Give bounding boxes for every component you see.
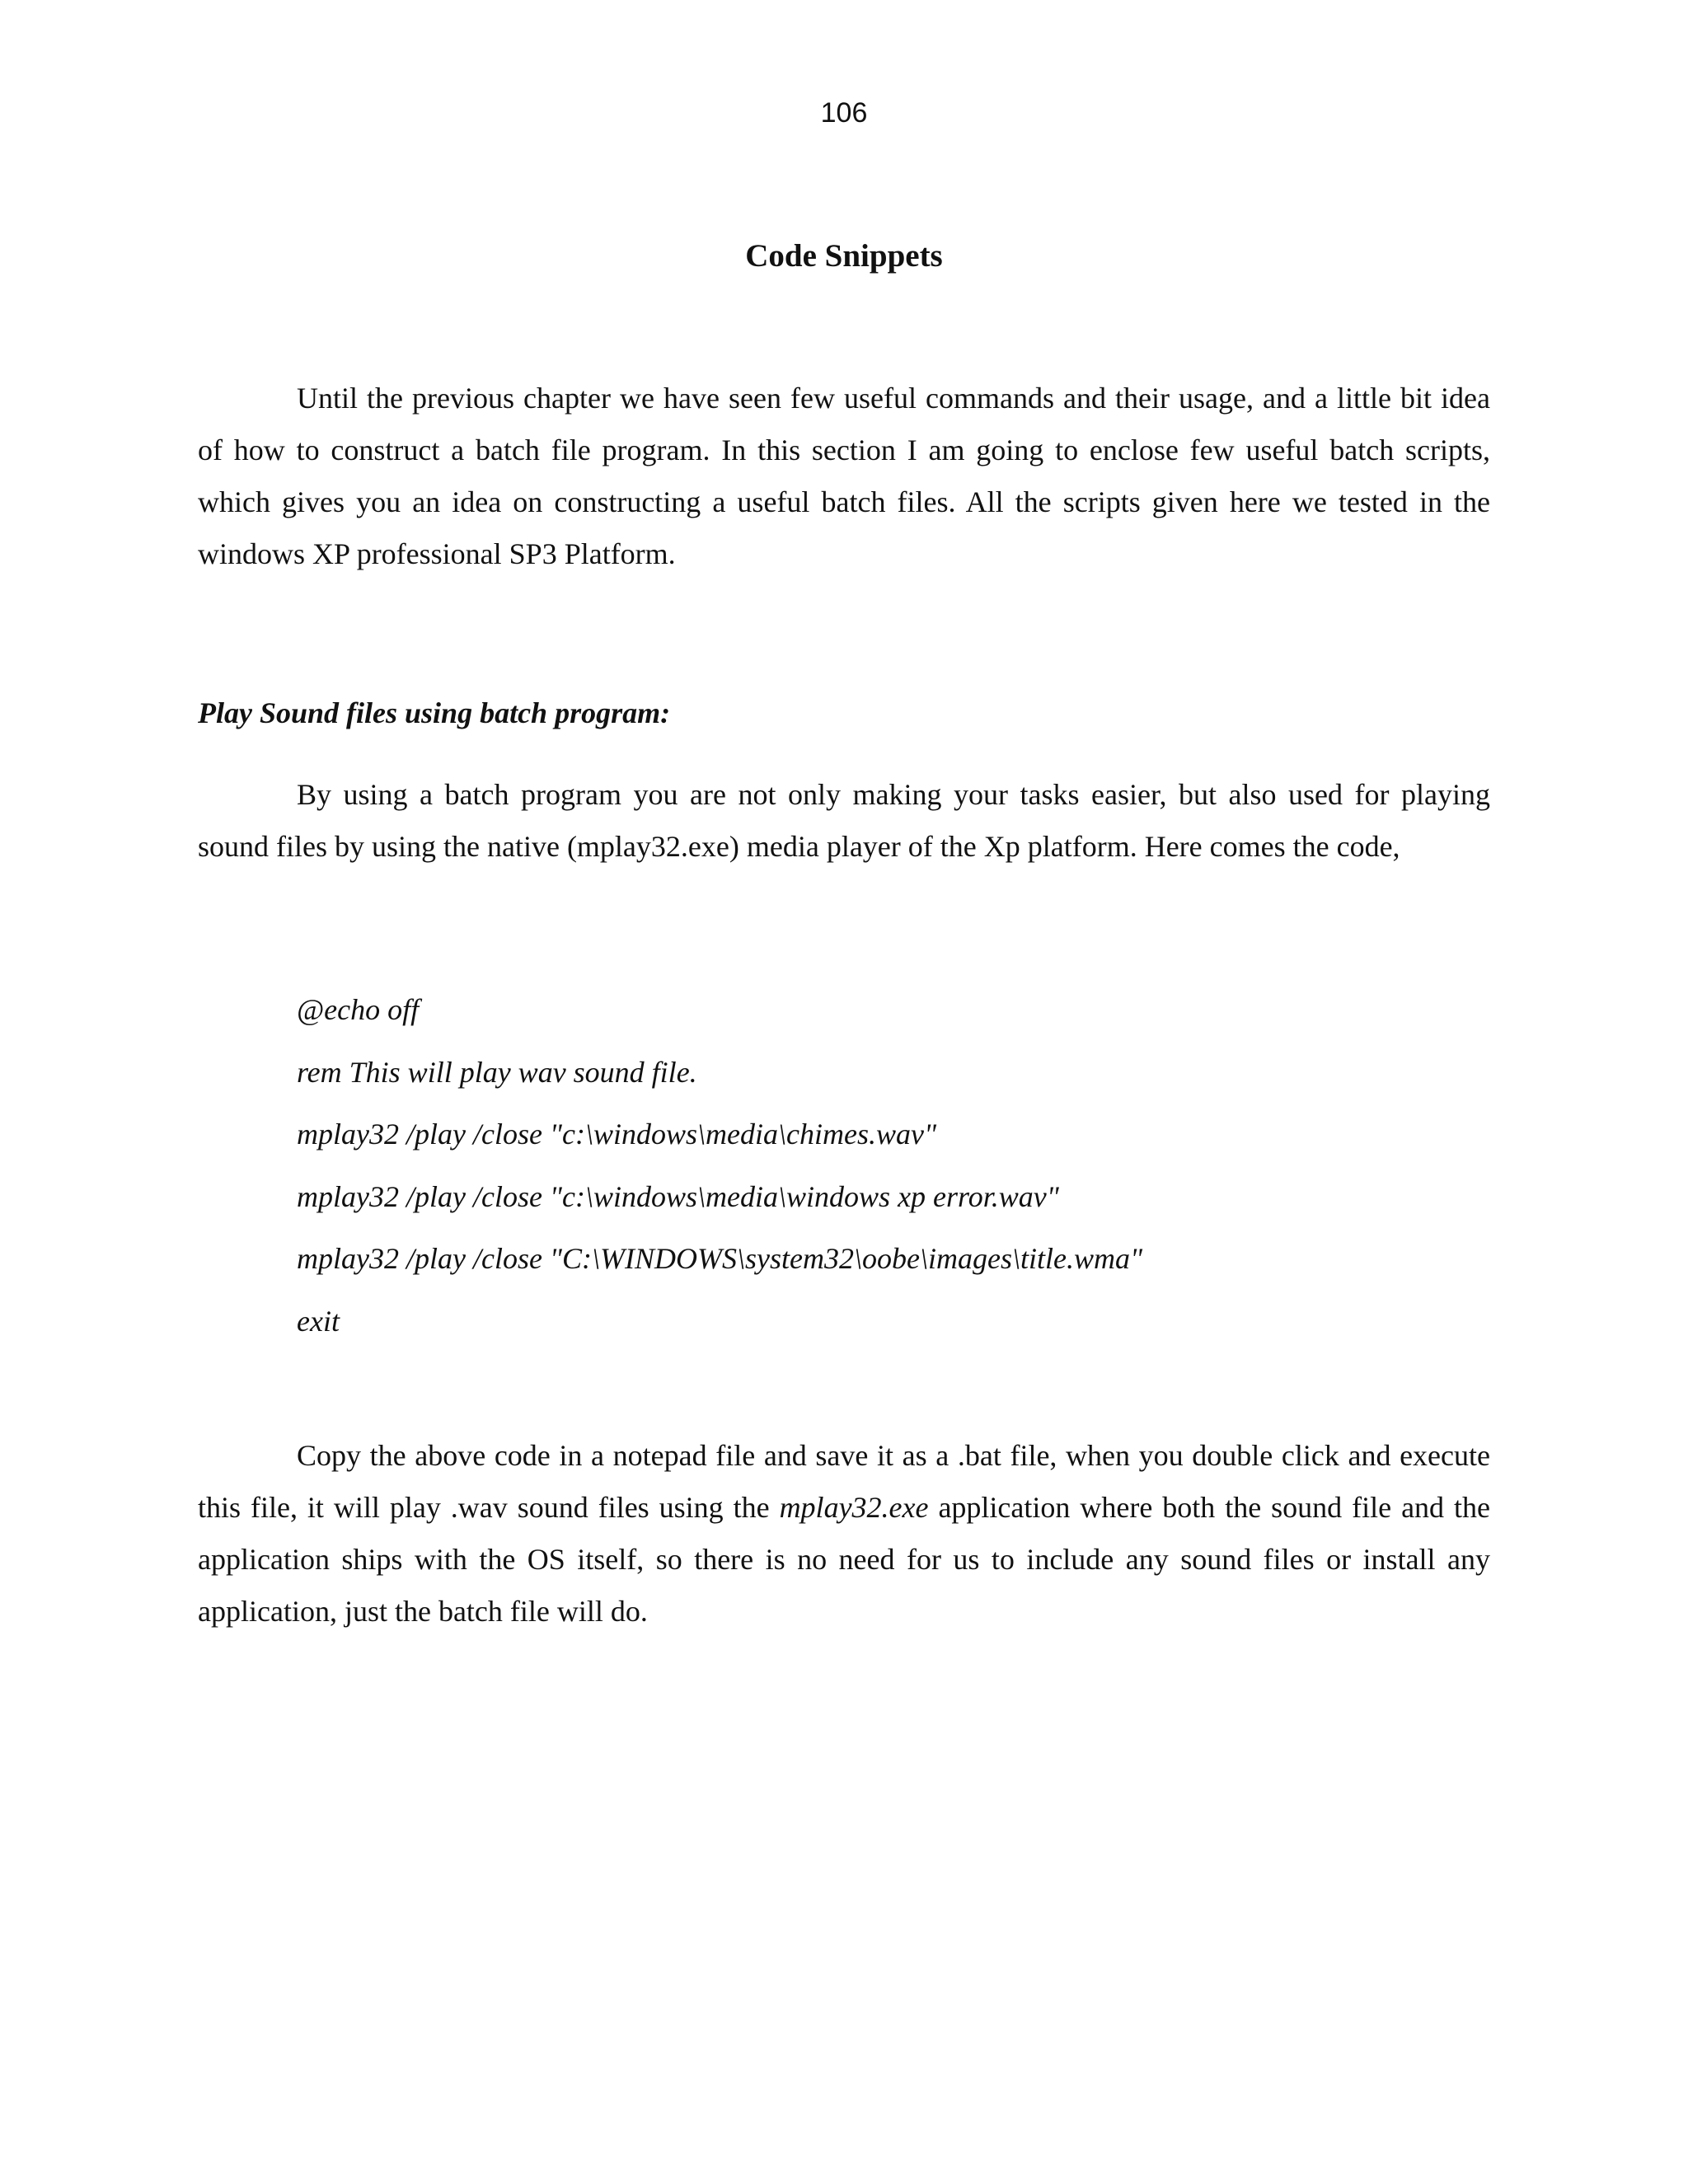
- page-title: Code Snippets: [745, 238, 943, 274]
- section-description-paragraph: By using a batch program you are not only making your tasks easier, but also used for playing sound files by using the native (mplay32.exe) media player of the Xp platform. Here comes the code,: [198, 778, 1490, 863]
- intro-paragraph: Until the previous chapter we have seen few useful commands and their usage, and a little bit idea of how to construct a batch file program. In this section I am going to enclose few useful batch scripts, which gives you an idea on constructing a useful batch files. All the scripts given here we tested in the windows XP professional SP3 Platform.: [198, 382, 1490, 570]
- page-number: 106: [820, 97, 868, 129]
- closing-text-end: application where both the sound file and the application ships with the OS itself, so there is no need for us to include any sound files or install any application, just the batch file will do.: [198, 1491, 1490, 1628]
- section-heading: Play Sound files using batch program:: [198, 696, 671, 729]
- code-line: exit: [297, 1304, 340, 1338]
- closing-paragraph: [198, 1430, 1490, 1638]
- code-line: mplay32 /play /close "c:\windows\media\windows xp error.wav": [297, 1179, 1059, 1213]
- code-line: mplay32 /play /close "c:\windows\media\chimes.wav": [297, 1118, 937, 1151]
- executable-name: mplay32.exe: [779, 1491, 929, 1524]
- code-block: [297, 979, 1451, 1352]
- closing-text-start: Copy the above code in a notepad file and save it as a .bat file, when you double click and execute this file, it will play .wav sound files using the: [198, 1439, 1490, 1524]
- code-line: mplay32 /play /close "C:\WINDOWS\system32\oobe\images\title.wma": [297, 1242, 1143, 1275]
- code-line: @echo off: [297, 993, 420, 1026]
- code-line: rem This will play wav sound file.: [297, 1055, 697, 1089]
